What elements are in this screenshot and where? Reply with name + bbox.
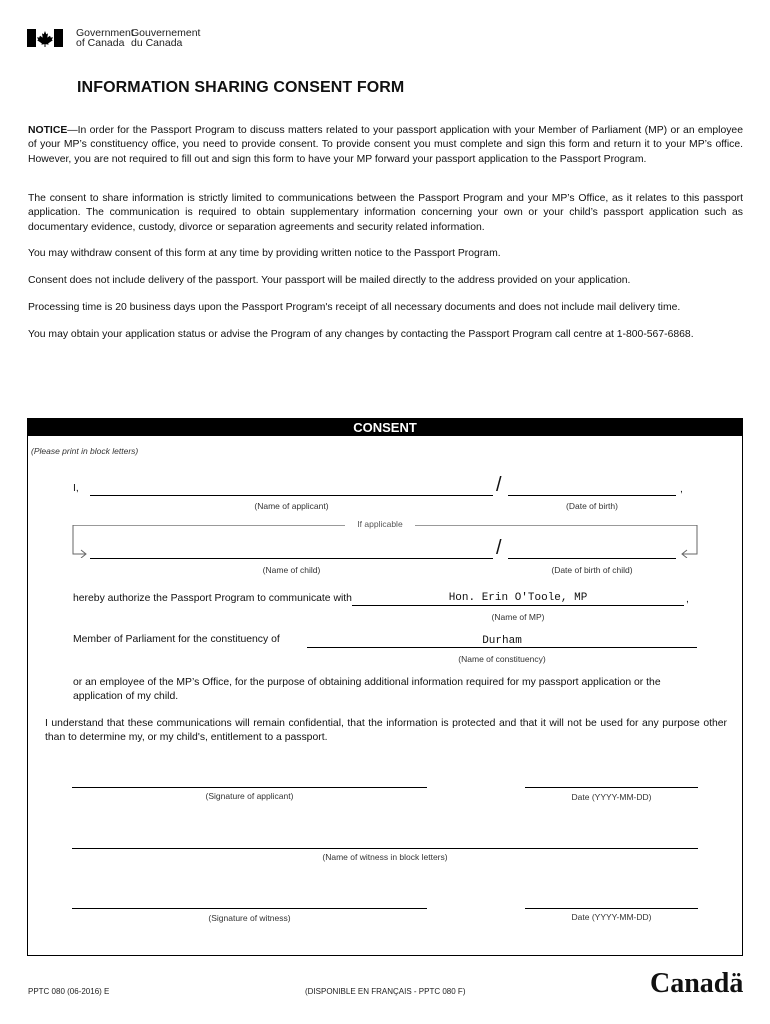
i-label: I, <box>73 483 79 494</box>
applicant-dob-field[interactable] <box>508 495 676 496</box>
authorize-text: hereby authorize the Passport Program to communicate with <box>73 593 352 604</box>
constituency-caption: (Name of constituency) <box>458 654 546 664</box>
block-letters-instruction: (Please print in block letters) <box>31 446 139 456</box>
gov-en-line2: of Canada <box>76 37 125 49</box>
child-dob-field[interactable] <box>508 558 676 559</box>
arrow-right-icon <box>68 524 90 558</box>
gov-fr-line2: du Canada <box>131 37 183 49</box>
form-title: INFORMATION SHARING CONSENT FORM <box>77 79 405 96</box>
applicant-date-caption: Date (YYYY-MM-DD) <box>571 792 652 802</box>
form-code: PPTC 080 (06-2016) E <box>28 987 110 996</box>
delivery-paragraph: Consent does not include delivery of the passport. Your passport will be mailed directly to the address provided on your application. <box>28 275 631 286</box>
french-availability: (DISPONIBLE EN FRANÇAIS - PPTC 080 F) <box>305 987 466 996</box>
applicant-name-field[interactable] <box>90 495 493 496</box>
applicant-signature-field[interactable] <box>72 787 427 788</box>
mp-name-field[interactable] <box>352 605 684 606</box>
gov-en-line1: Government <box>76 27 134 39</box>
slash-separator-child: / <box>496 537 502 559</box>
witness-name-field[interactable] <box>72 848 698 849</box>
if-applicable-label: If applicable <box>357 519 403 529</box>
child-name-field[interactable] <box>90 558 493 559</box>
comma-mp: , <box>686 594 689 605</box>
child-name-caption: (Name of child) <box>262 565 321 575</box>
notice-text: —In order for the Passport Program to discuss matters related to your passport application with your Member of Parliament (MP) or an employee of your MP’s constituency office, you need to provide consent. To provide consent you must complete and sign this form and return it to your MP’s office. However, you are not required to fill out and sign this form to have your MP forward your passport application to the Passport Program. <box>28 125 743 165</box>
canada-flag-icon <box>27 29 63 47</box>
understand-text: I understand that these communications will remain confidential, that the information is protected and that it will not be used for any purpose other than to determine my, or my child's, entitlement to a passport. <box>45 718 727 744</box>
gov-fr-line1: Gouvernement <box>131 27 201 39</box>
consent-heading: CONSENT <box>27 418 743 436</box>
constituency-value: Durham <box>482 635 522 647</box>
gov-en-name <box>76 28 134 48</box>
processing-paragraph: Processing time is 20 business days upon the Passport Program's receipt of all necessary documents and does not include mail delivery time. <box>28 302 681 313</box>
canada-wordmark: Canadä <box>650 968 744 999</box>
applicant-name-caption: (Name of applicant) <box>254 501 329 511</box>
constituency-field[interactable] <box>307 647 697 648</box>
if-applicable-right-rule <box>415 525 697 526</box>
status-paragraph: You may obtain your application status or advise the Program of any changes by contacting the Passport Program call centre at 1-800-567-6868. <box>28 329 694 340</box>
witness-date-field[interactable] <box>525 908 698 909</box>
applicant-date-field[interactable] <box>525 787 698 788</box>
witness-signature-caption: (Signature of witness) <box>208 913 291 923</box>
withdraw-paragraph: You may withdraw consent of this form at any time by providing written notice to the Passport Program. <box>28 248 501 259</box>
witness-date-caption: Date (YYYY-MM-DD) <box>571 912 652 922</box>
notice-label: NOTICE <box>28 125 68 136</box>
mp-name-value: Hon. Erin O'Toole, MP <box>448 592 588 604</box>
employee-text: or an employee of the MP’s Office, for the purpose of obtaining additional information required for my passport application or the application of my child. <box>73 677 661 703</box>
slash-separator: / <box>496 474 502 496</box>
applicant-signature-caption: (Signature of applicant) <box>205 791 294 801</box>
if-applicable-left-rule <box>73 525 345 526</box>
arrow-left-icon <box>678 524 702 558</box>
constituency-text: Member of Parliament for the constituency of <box>73 634 280 645</box>
applicant-dob-caption: (Date of birth) <box>566 501 618 511</box>
child-dob-caption: (Date of birth of child) <box>551 565 633 575</box>
scope-paragraph: The consent to share information is strictly limited to communications between the Passport Program and your MP’s Office, as it relates to this passport application. The communication is required to obtain supplementary information concerning your own or your child’s passport application such as documentary evidence, custody, divorce or separation agreements and security related information. <box>28 193 743 233</box>
witness-signature-field[interactable] <box>72 908 427 909</box>
comma: , <box>680 484 683 495</box>
notice-paragraph <box>28 124 743 167</box>
gov-fr-name <box>131 28 200 48</box>
witness-name-caption: (Name of witness in block letters) <box>322 852 448 862</box>
mp-caption: (Name of MP) <box>491 612 545 622</box>
